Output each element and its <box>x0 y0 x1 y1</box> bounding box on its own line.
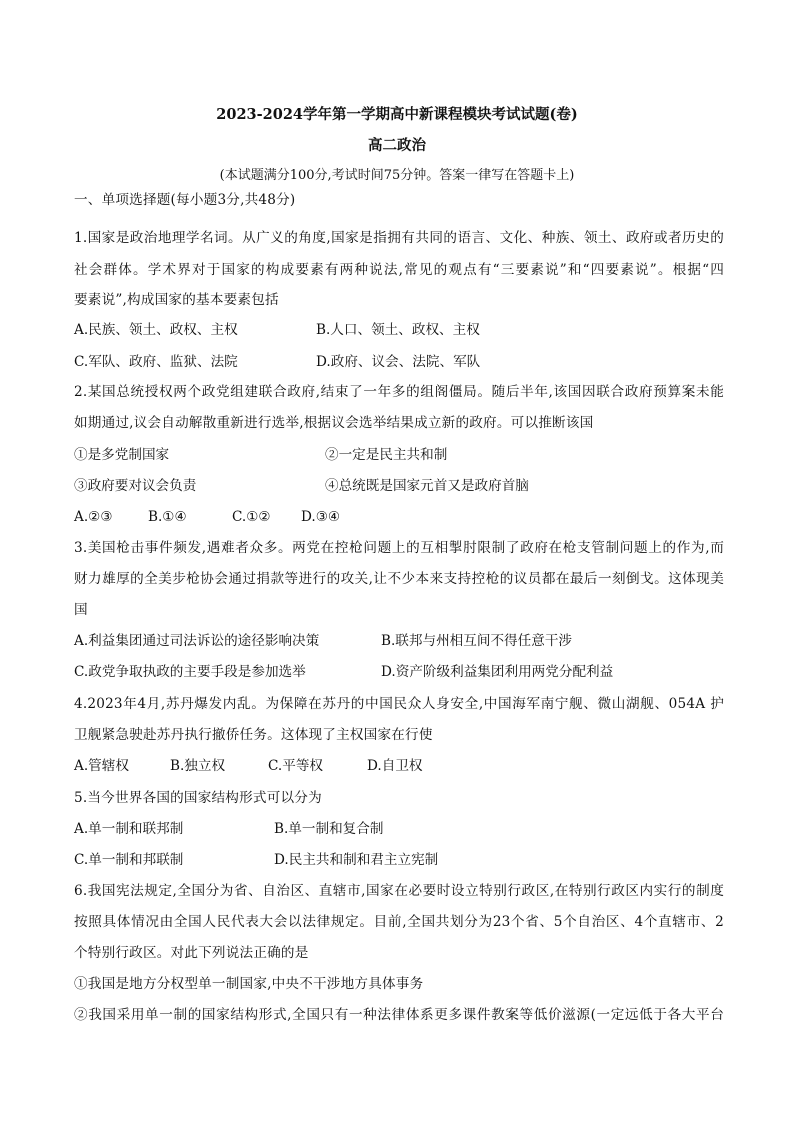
q6-statement-2: ②我国采用单一制的国家结构形式,全国只有一种法律体系更多课件教案等低价滋源(一定远低于各大平台 <box>74 1007 724 1023</box>
q2-option-a: A.②③ <box>74 509 113 525</box>
q3-option-d: D.资产阶级利益集团利用两党分配利益 <box>381 664 614 680</box>
q5-option-d: D.民主共和制和君主立宪制 <box>274 852 439 868</box>
q1-stem-line: 1.国家是政治地理学名词。从广义的角度,国家是指拥有共同的语言、文化、种族、领土、政府或者历史的 <box>74 230 724 246</box>
q3-stem-line: 国 <box>74 602 88 618</box>
exam-title: 2023-2024学年第一学期高中新课程模块考试试题(卷) <box>216 106 578 123</box>
q5-stem-line: 5.当今世界各国的国家结构形式可以分为 <box>74 790 322 806</box>
q6-stem-line: 6.我国宪法规定,全国分为省、自治区、直辖市,国家在必要时设立特别行政区,在特别行政区内实行的制度 <box>74 883 724 899</box>
q3-stem-line: 财力雄厚的全美步枪协会通过捐款等进行的攻关,让不少本来支持控枪的议员都在最后一刻倒戈。这体现美 <box>74 571 724 587</box>
q5-option-c: C.单一制和邦联制 <box>74 852 184 868</box>
q6-stem-line: 按照具体情况由全国人民代表大会以法律规定。目前,全国共划分为23个省、5个自治区、4个直辖市、2 <box>74 914 724 930</box>
q3-option-b: B.联邦与州相互间不得任意干涉 <box>381 633 573 649</box>
q1-option-b: B.人口、领土、政权、主权 <box>316 322 480 338</box>
q4-stem-line: 卫舰紧急驶赴苏丹执行撤侨任务。这体现了主权国家在行使 <box>74 727 433 743</box>
q3-stem-line: 3.美国枪击事件频发,遇难者众多。两党在控枪问题上的互相掣肘限制了政府在枪支管制问题上的作为,而 <box>74 540 724 556</box>
q2-statement-3: ③政府要对议会负责 <box>74 478 197 494</box>
q1-option-c: C.军队、政府、监狱、法院 <box>74 354 238 370</box>
q1-stem-line: 社会群体。学术界对于国家的构成要素有两种说法,常见的观点有“三要素说”和“四要素说”。根据“四 <box>74 262 724 278</box>
q5-option-a: A.单一制和联邦制 <box>74 821 184 837</box>
subject-title: 高二政治 <box>368 137 426 154</box>
q6-statement-1: ①我国是地方分权型单一制国家,中央不干涉地方具体事务 <box>74 976 424 992</box>
q6-stem-line: 个特别行政区。对此下列说法正确的是 <box>74 945 309 961</box>
q2-option-b: B.①④ <box>148 509 187 525</box>
q2-statement-2: ②一定是民主共和制 <box>325 447 448 463</box>
q2-option-c: C.①② <box>232 509 271 525</box>
q2-stem-line: 2.某国总统授权两个政党组建联合政府,结束了一年多的组阁僵局。随后半年,该国因联合政府预算案未能 <box>74 384 724 400</box>
q1-option-a: A.民族、领土、政权、主权 <box>74 322 238 338</box>
q3-option-c: C.政党争取执政的主要手段是参加选举 <box>74 664 306 680</box>
q4-option-a: A.管辖权 <box>74 758 129 774</box>
exam-note: (本试题满分100分,考试时间75分钟。答案一律写在答题卡上) <box>219 168 575 183</box>
q3-option-a: A.利益集团通过司法诉讼的途径影响决策 <box>74 633 320 649</box>
q4-option-d: D.自卫权 <box>367 758 423 774</box>
section-heading: 一、单项选择题(每小题3分,共48分) <box>74 192 296 208</box>
q5-option-b: B.单一制和复合制 <box>274 821 384 837</box>
q2-option-d: D.③④ <box>301 509 341 525</box>
q4-option-c: C.平等权 <box>268 758 324 774</box>
q2-stem-line: 如期通过,议会自动解散重新进行选举,根据议会选举结果成立新的政府。可以推断该国 <box>74 415 594 431</box>
q2-statement-4: ④总统既是国家元首又是政府首脑 <box>325 478 529 494</box>
q2-statement-1: ①是多党制国家 <box>74 447 170 463</box>
q1-stem-line: 要素说”,构成国家的基本要素包括 <box>74 292 279 308</box>
q1-option-d: D.政府、议会、法院、军队 <box>316 354 481 370</box>
q4-stem-line: 4.2023年4月,苏丹爆发内乱。为保障在苏丹的中国民众人身安全,中国海军南宁舰、微山湖舰、054A 护 <box>74 696 724 712</box>
q4-option-b: B.独立权 <box>170 758 226 774</box>
